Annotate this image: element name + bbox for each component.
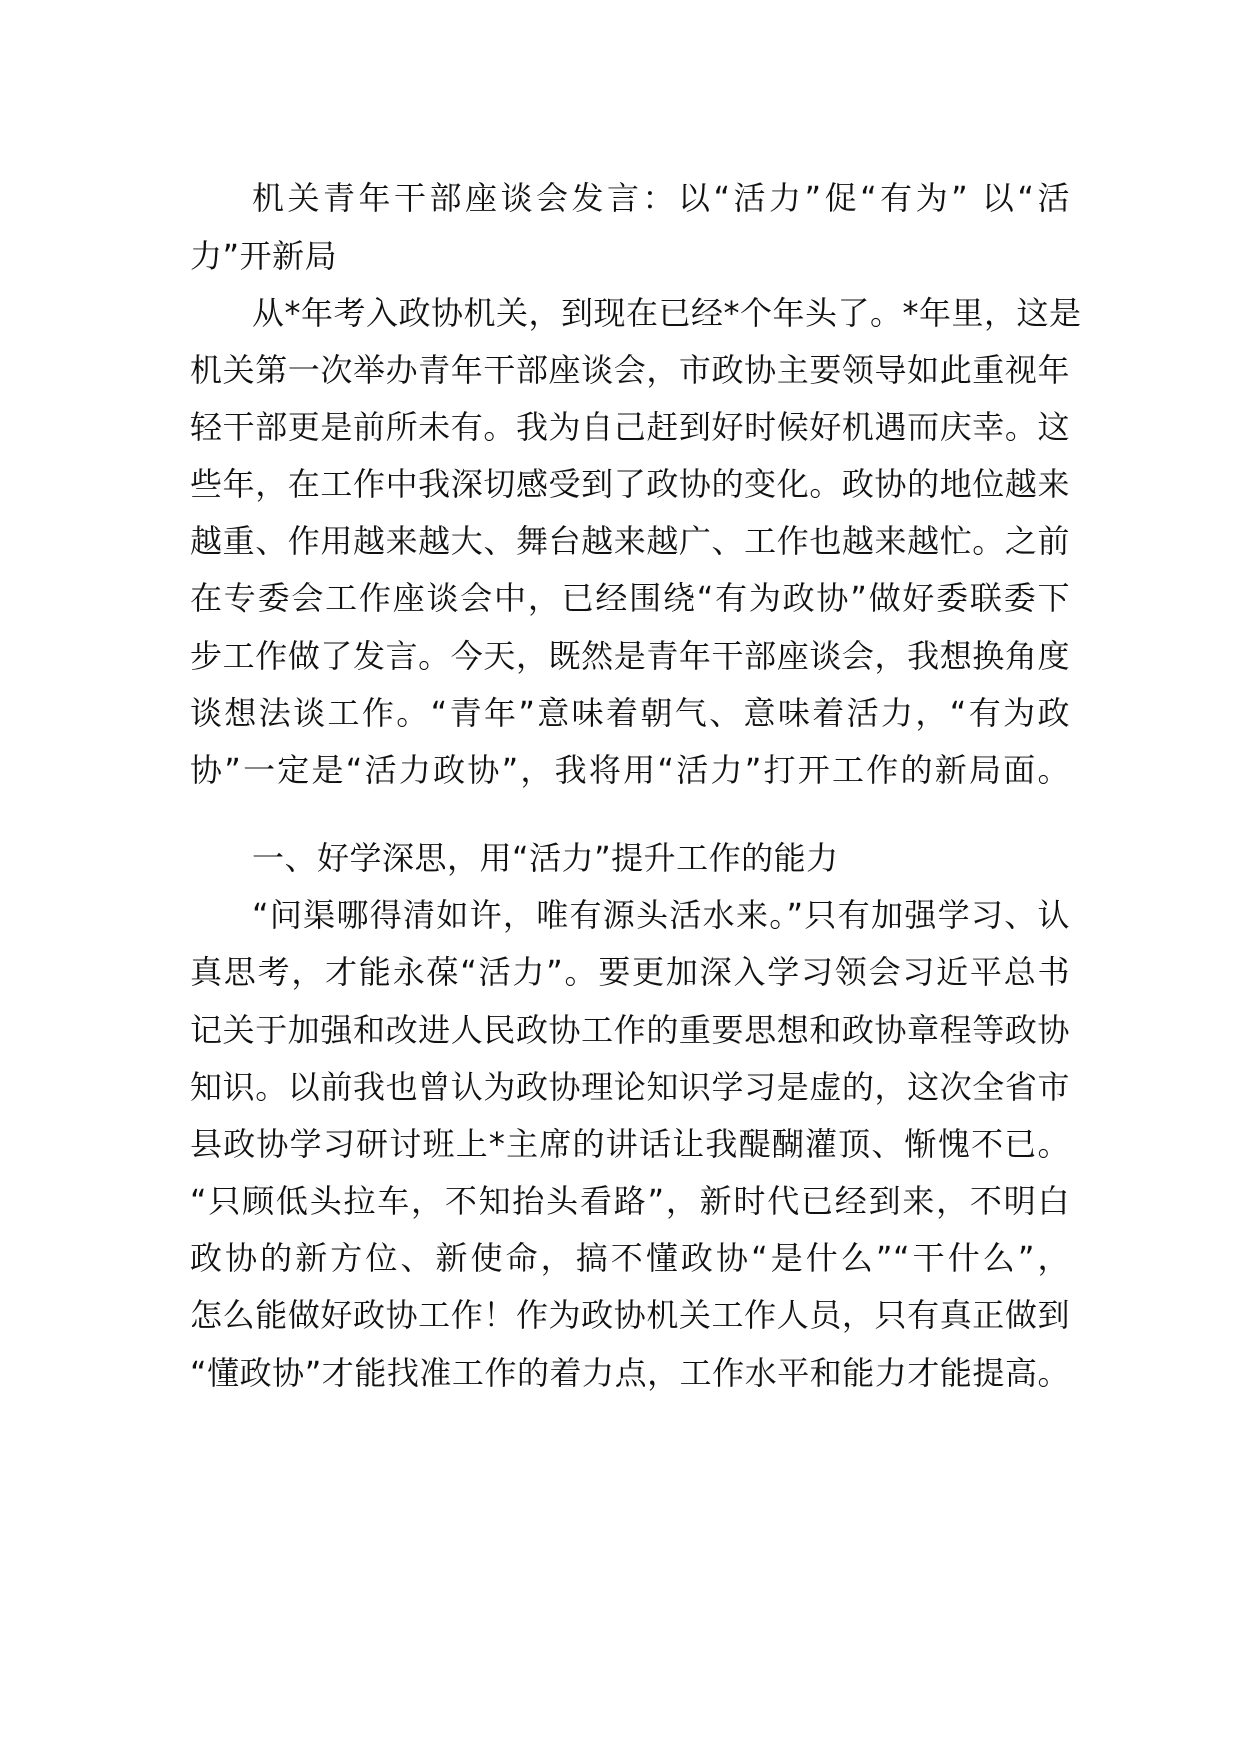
section-1-line-8: 怎么能做好政协工作！作为政协机关工作人员，只有真正做到 xyxy=(190,1296,1070,1334)
section-1-heading: 一、好学深思，用“活力”提升工作的能力 xyxy=(252,839,839,877)
section-1-line-1: “问渠哪得清如许，唯有源头活水来。”只有加强学习、认 xyxy=(252,896,1070,934)
intro-paragraph-line-7: 步工作做了发言。今天，既然是青年干部座谈会，我想换角度 xyxy=(190,637,1070,675)
intro-paragraph-line-9: 协”一定是“活力政协”，我将用“活力”打开工作的新局面。 xyxy=(190,751,1070,789)
intro-paragraph-line-4: 些年，在工作中我深切感受到了政协的变化。政协的地位越来 xyxy=(190,465,1070,503)
intro-paragraph-line-6: 在专委会工作座谈会中，已经围绕“有为政协”做好委联委下 xyxy=(190,579,1070,617)
intro-paragraph-line-1: 从*年考入政协机关，到现在已经*个年头了。*年里，这是 xyxy=(252,294,1082,332)
section-1-line-4: 知识。以前我也曾认为政协理论知识学习是虚的，这次全省市 xyxy=(190,1068,1070,1106)
intro-paragraph-line-5: 越重、作用越来越大、舞台越来越广、工作也越来越忙。之前 xyxy=(190,522,1070,560)
section-1-line-3: 记关于加强和改进人民政协工作的重要思想和政协章程等政协 xyxy=(190,1011,1070,1049)
intro-paragraph-line-2: 机关第一次举办青年干部座谈会，市政协主要领导如此重视年 xyxy=(190,351,1070,389)
section-1-line-2: 真思考，才能永葆“活力”。要更加深入学习领会习近平总书 xyxy=(190,953,1070,991)
intro-paragraph-line-3: 轻干部更是前所未有。我为自己赶到好时候好机遇而庆幸。这 xyxy=(190,408,1070,446)
section-1-line-5: 县政协学习研讨班上*主席的讲话让我醍醐灌顶、惭愧不已。 xyxy=(190,1125,1070,1163)
document-title-line-2: 力”开新局 xyxy=(190,237,338,275)
section-1-line-6: “只顾低头拉车，不知抬头看路”，新时代已经到来，不明白 xyxy=(190,1182,1070,1220)
intro-paragraph-line-8: 谈想法谈工作。“青年”意味着朝气、意味着活力，“有为政 xyxy=(190,694,1070,732)
section-1-line-9: “懂政协”才能找准工作的着力点，工作水平和能力才能提高。 xyxy=(190,1354,1070,1392)
section-1-line-7: 政协的新方位、新使命，搞不懂政协“是什么”“干什么”， xyxy=(190,1239,1070,1277)
document-title-line-1: 机关青年干部座谈会发言：以“活力”促“有为” 以“活 xyxy=(252,179,1070,217)
